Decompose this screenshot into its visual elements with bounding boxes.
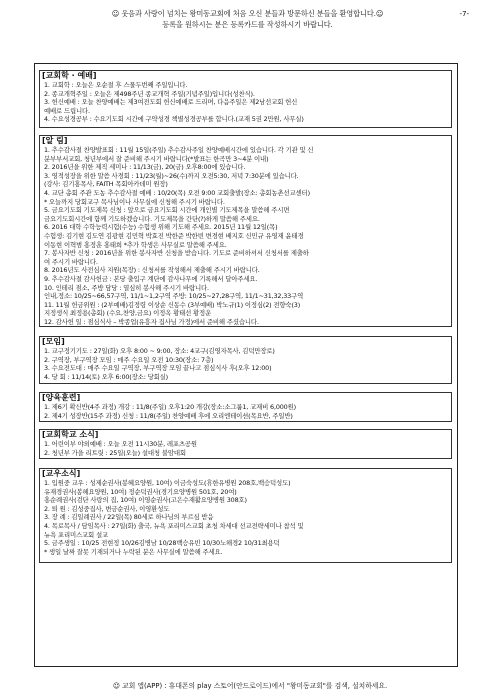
bulletin-line: 4. 당 회 : 11/14(토) 오후 6:00(장소: 당회실) [44,372,168,381]
bulletin-line: 5. 금요기도회 기도제목 신청 : 앞으로 금요기도회 시간에 개인별 기도제목을 말씀해 주시면 [44,206,290,215]
bulletin-line: 3. 영적성장을 위한 말씀 사경회 : 11/23(월)~26(수)까지 오전5:30, 저녁 7:30분에 있습니다. [44,171,299,180]
bulletin-line: 3. 헌신예배 : 오늘 찬양예배는 제3여전도회 헌신예배로 드리며, 다음주일은 제2남선교회 헌신 [44,98,298,107]
section-title: [교우소식] [42,469,81,478]
bulletin-line: 8. 2016년도 사전심사 지원(목장) : 신청서를 작성해서 제출해 주시기 바랍니다. [44,266,260,275]
bulletin-line: 1. 교구정기기도 : 27일(화) 오후 8:00 ~ 9:00, 장소: 4교구(김영자목사, 김덕만장로) [44,347,275,355]
section-lines [40,146,451,326]
bulletin-line: 9. 추수감사절 감사헌금 : 본당 출입구 계단에 감사나무에 기록해서 달아주세요. [44,274,258,283]
notices-section [39,135,452,327]
bulletin-line: 예배로 드립니다. [44,106,90,115]
welcome-line: ☺ 웃음과 사랑이 넘치는 왕미동교회에 처음 오신 분들과 방문하신 분들을 환영합니다.☺ [111,9,384,18]
section-title: [교회학교 소식] [42,430,99,439]
section-lines [40,440,451,457]
bulletin-line: 2. 구역장, 부구역장 모임 : 매주 수요일 오전 10:30(장소: 7층) [44,355,214,364]
bulletin-line: 4. 교단 총회 주관 도농 추수감사절 예배 : 10/20(목) 오전 9:00 교회출발(장소: 총회농촌선교센터) [44,188,310,197]
bulletin-line: 1. 입원중 교우 : 성제순권사(봉혜요양원, 10여) 이금숙성도(휴한유병원 208호,백승덕성도) [44,479,291,487]
bulletin-line: 2. 퇴 원 : 김성중집사, 변금순권사, 이영환성도 [44,504,170,513]
bulletin-line: 1. 교회학 : 오늘은 오순절 후 스물두번째 주일입니다. [44,81,188,89]
bulletin-line: * 오늘까지 당회교구 목사님이나 사무실에 신청해 주시기 바랍니다. [44,197,225,206]
bulletin-line: 2. 2016년을 위한 제직 세미나 : 11/13(금), 20(금) 오후8:00에 있습니다. [44,163,246,172]
school-section [39,429,452,459]
bulletin-line: 홍순례권사(검단 사랑의 집, 10여) 이영순권사(고은수재활요양병원 308호) [44,496,247,505]
bulletin-line: 뉴욕 포리미스교회 설교 [44,530,108,539]
bulletin-line: 지정생식 최정용(총회) (수요,찬양,금요) 이정옥 황태선 황정운 [44,309,212,318]
bulletin-line: 10. 인테리 점소, 주방 담당 : 열심히 봉사해 주시기 바랍니다. [44,283,209,292]
members-section [39,468,452,563]
section-lines [40,81,451,124]
bulletin-line: 1. 추수감사절 찬양발표회 : 11월 15일(주일) 추수감사주일 찬양예배시간에 있습니다. 각 기관 및 신 [44,146,314,154]
bulletin-line: 11. 11월 헌금위원 : (2부예배)김정령 이상순 신동수 (3부예배) 박노규(1) 이정심(2) 전향숙(3) [44,300,301,309]
section-lines [40,479,451,556]
bulletin-line: 7. 봉사자반 신청 : 2016년을 위한 봉사자반 신청을 받습니다. 기도로 준비하셔서 신청서를 제출하 [44,249,309,258]
bulletin-line: 유재경권사(봉헤요양원, 10여) 정순덕권사(경기요양병원 501호, 20여) [44,487,237,496]
section-title: [알 림] [42,136,68,145]
bulletin-line: 3. 수요전도대 : 매주 수요일 구역장, 부구역장 모임 끝나고 점심식사 후(오후 12:00) [44,364,272,373]
page-number: -7- [459,9,469,18]
bulletin-line: 분부부서교회, 청년부에서 잘 준비해 주시기 바랍니다(*발표는 한곡만 3~4분 이내) [44,154,269,163]
bulletin-line: 금요기도회시간에 함께 기도하겠습니다. 기도제목을 간단(?)하게 말씀해 주세요. [44,214,260,223]
welcome-header [20,8,475,30]
bulletin-line: 12. 감사헌 일 : 점심식사 – 박종업(유흥자 집사님 가정)에서 준비해 주셨습니다. [44,317,259,326]
bulletin-line: (강사: 김기홍목사, FAITH 목회아카데미 원장) [44,180,168,189]
bulletin-line: 2. 종교개혁주일 : 오늘은 제498주년 종교개혁 주일(기념주일)입니다(성찬식). [44,89,255,98]
bulletin-line: 6. 2016 대학 수학능력시험(수능) 수험생 위해 기도해 주세요. 2015년 11월 12일(목) [44,223,278,232]
section-lines [40,403,451,420]
bulletin-line: 2. 제4기 성장반(15주 과정) 신청 : 11/8(주일) 찬양예배 후에 오리엔테이션(목요반, 주일반) [44,411,293,420]
bulletin-line: 4. 목로목사 / 담임목사 : 27일(화) 출국, 뉴욕 포리미스교회 초청 차세대 선교전략세미나 참석 및 [44,521,304,530]
bulletin-line: 이동현 이혁범 홍정훈 홍태희 *추가 학생은 사무실로 말씀해 주세요. [44,240,227,249]
bulletin-line: * 생일 날짜 잘못 기재되거나 누락된 분은 사무실에 말씀해 주세요. [44,547,223,556]
meetings-section [39,336,452,384]
bulletin-line: 3. 장 례 : 김일례권사 / 22일(목) 80세로 하나님의 부르심 받음 [44,513,214,522]
section-title: [모임] [42,337,65,346]
bulletin-line: 1. 제6기 확신반(4주 과정) 개강 : 11/8(주일) 오후1:20 개강(장소:소그룹1, 교재비 6,000원) [44,403,296,411]
bulletin-line: 수험생: 김기현 김도연 김광현 김민혁 박효진 박한준 박한빈 변경현 배지호 신민규 유영재 윤태경 [44,231,304,240]
section-title: [교회학 · 예배] [42,71,97,80]
bulletin-line: 여 주시기 바랍니다. [44,257,98,266]
section-title: [양육훈련] [42,393,81,402]
bulletin-line: 5. 금주생일 : 10/25 전현정 10/26김병남 10/28백승유빈 10/30노해경2 10/31최용덕 [44,539,280,548]
registration-line: 등록을 원하시는 분은 등록카드를 작성하시기 바랍니다. [162,20,333,29]
worship-section [39,70,452,128]
bulletin-line: 2. 청년부 가을 리트릿 : 25일(오늘) 설대청 불암대회 [44,448,186,457]
bulletin-line: 4. 수요성경공부 : 수요기도회 시간에 구약성경 책별성경공부를 합니다.(교재 5권 2만원, 사무실) [44,115,304,124]
section-lines [40,347,451,381]
app-notice: ☺ 교회 앱(APP) : 휴대폰의 play 스토어(안드로이드)에서 "왕미동교회"를 검색, 설치하세요. [112,682,388,690]
bulletin-line: 1. 어린이부 야외예배 : 오늘 오전 11시30분, 레포츠공원 [44,440,197,448]
bulletin-line: 인내,정소: 10/25~66,57구역, 11/1~1,2구역 주방: 10/25~27,28구역, 11/1~31,32,33구역 [44,292,304,301]
education-section [39,392,452,422]
